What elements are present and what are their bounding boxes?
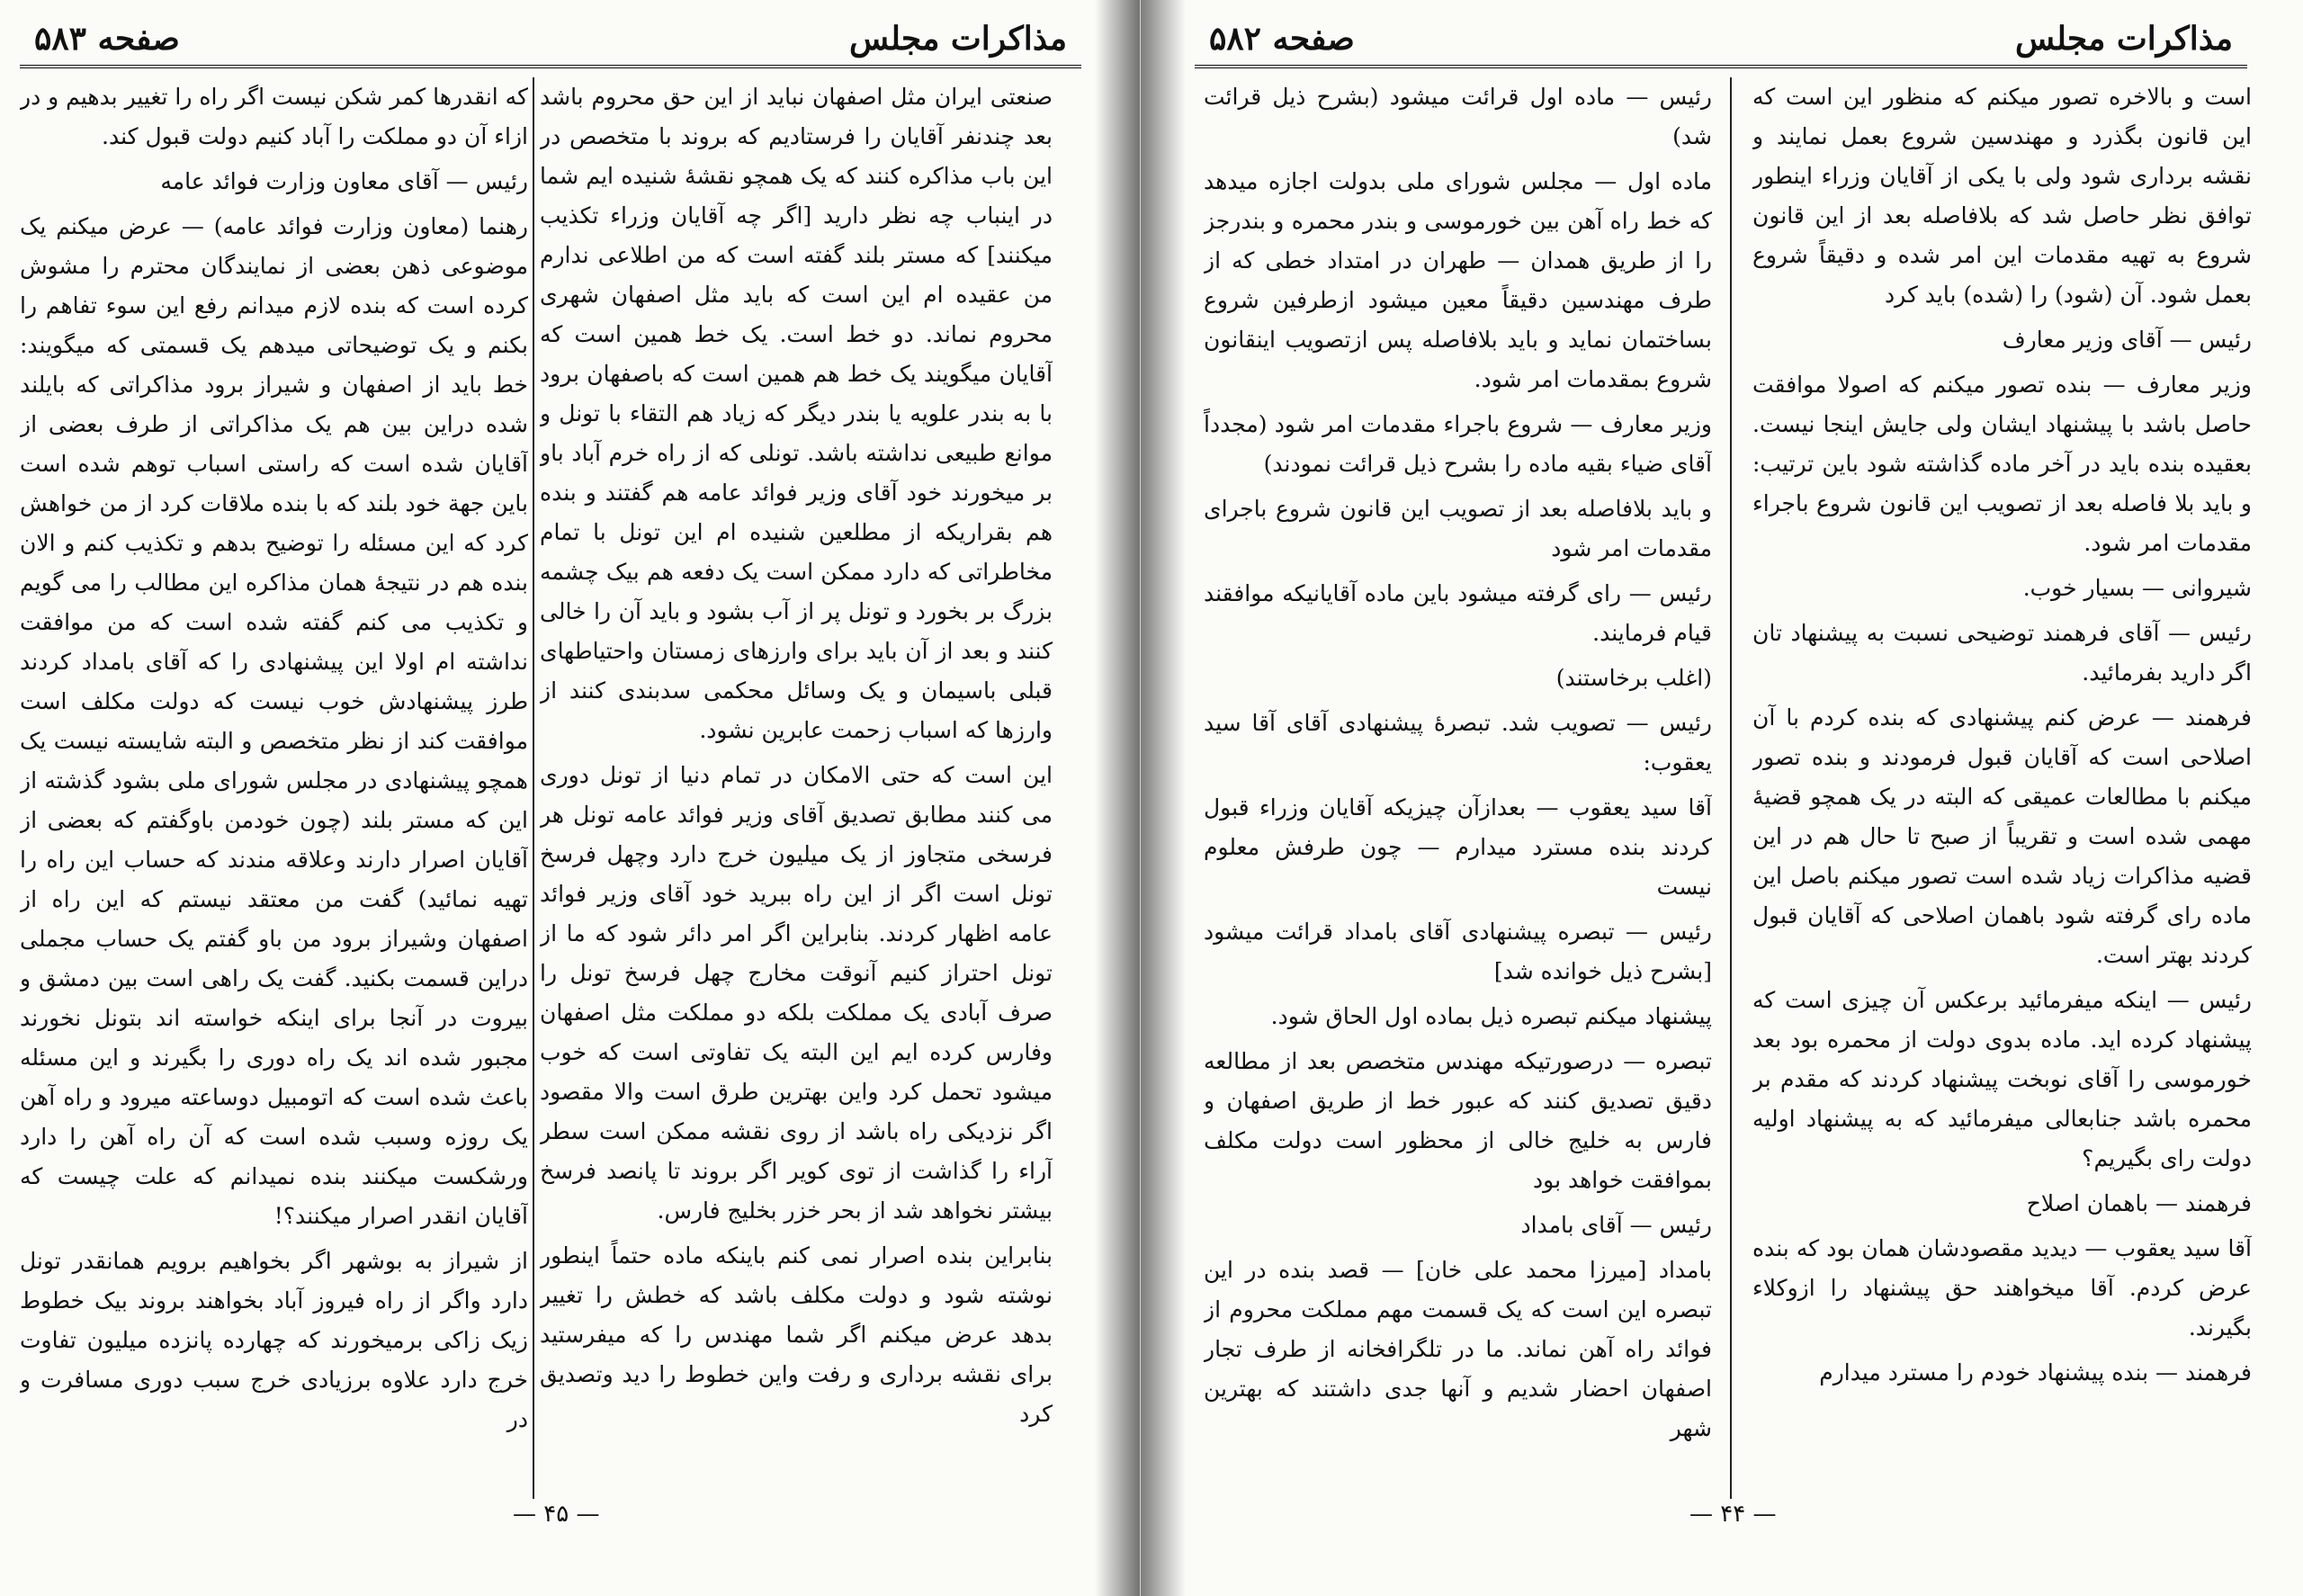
text-column-1 — [1752, 77, 2252, 1499]
page-footer-number: — ۴۵ — — [513, 1501, 600, 1528]
paragraph: وزیر معارف — شروع باجراء مقدمات امر شود (مجدداً آقای ضیاء بقیه ماده را بشرح ذیل قرائت نمودند) — [1204, 411, 1712, 477]
paragraph: آقا سید یعقوب — دیدید مقصودشان همان بود که بنده عرض کردم. آقا میخواهند حق پیشنهاد را ازوکلاء بگیرند. — [1752, 1235, 2252, 1340]
paragraph: این است که حتی الامکان در تمام دنیا از تونل دوری می کنند مطابق تصدیق آقای وزیر فوائد عامه تونل هر فرسخی متجاوز از یک میلیون خرج دارد وچهل فرسخ تونل است اگر از این راه ببرید خود آقای وزیر فوائد عامه اظهار کردند. بنابراین اگر امر دائر شود که ما از تونل احتراز کنیم آنوقت مخارج چهل فرسخ تونل را صرف آبادی یک مملکت بلکه دو مملکت مثل اصفهان وفارس کرده ایم این البته یک تفاوتی است که خوب میشود تحمل کرد واین بهترین طرق است والا مقصود اگر نزدیکی راه باشد از روی نقشه ممکن است سطر آراء را گذاشت از توی کویر اگر بروند تا پانصد فرسخ بیشتر نخواهد شد از بحر خزر بخلیج فارس. — [540, 762, 1053, 1224]
paragraph: تبصره — درصورتیکه مهندس متخصص بعد از مطالعه دقیق تصدیق کنند که عبور خط از طریق اصفهان و فارس به خلیج خالی از محظور است دولت مکلف بموافقت خواهد بود — [1204, 1048, 1712, 1193]
header-page-number: صفحه ۵۸۳ — [34, 20, 180, 58]
text-column-1 — [540, 77, 1053, 1499]
paragraph: و باید بلافاصله بعد از تصویب این قانون شروع باجرای مقدمات امر شود — [1204, 496, 1712, 561]
text-column-2 — [20, 77, 528, 1499]
paragraph: شیروانی — بسیار خوب. — [2022, 575, 2252, 601]
paragraph: رئیس — آقای بامداد — [1520, 1212, 1712, 1238]
right-page — [1141, 0, 2303, 1596]
paragraph: رئیس — رای گرفته میشود باین ماده آقایانیکه موافقند قیام فرمایند. — [1204, 580, 1712, 646]
column-divider — [1730, 77, 1732, 1499]
paragraph: فرهمند — عرض کنم پیشنهادی که بنده کردم با آن اصلاحی است که آقایان قبول فرمودند و بنده تصور میکنم با مطالعات عمیقی که البته در یک همچو قضیهٔ مهمی شده است و تقریباً از صبح تا حال هم در این قضیه مذاکرات زیاد شده است تصور میکنم باصل این ماده رای گرفته شود باهمان اصلاحی که آقایان قبول کردند بهتر است. — [1752, 704, 2252, 968]
paragraph: وزیر معارف — بنده تصور میکنم که اصولا موافقت حاصل باشد با پیشنهاد ایشان ولی جایش اینجا نیست. بعقیده بنده باید در آخر ماده گذاشته شود باین ترتیب: و باید بلا فاصله بعد از تصویب این قانون شروع باجراء مقدمات امر شود. — [1752, 372, 2252, 556]
paragraph: است و بالاخره تصور میکنم که منظور این است که این قانون بگذرد و مهندسین شروع بعمل نمایند و نقشه برداری شود ولی با یکی از آقایان وزراء اینطور توافق نظر حاصل شد که بلافاصله بعد از این قانون شروع به تهیه مقدمات این امر شده و دقیقاً شروع بعمل شود. آن (شود) را (شده) باید کرد — [1752, 84, 2252, 308]
paragraph: رئیس — تبصره پیشنهادی آقای بامداد قرائت میشود [بشرح ذیل خوانده شد] — [1204, 919, 1712, 984]
paragraph: (اغلب برخاستند) — [1555, 665, 1712, 691]
paragraph: پیشنهاد میکنم تبصره ذیل بماده اول الحاق شود. — [1270, 1003, 1712, 1029]
paragraph: بنابراین بنده اصرار نمی کنم باینکه ماده حتماً اینطور نوشته شود و دولت مکلف باشد که خطش را تغییر بدهد عرض میکنم اگر شما مهندس را که میفرستید برای نقشه برداری و رفت واین خطوط را دید وتصدیق کرد — [540, 1242, 1053, 1427]
paragraph: رئیس — اینکه میفرمائید برعکس آن چیزی است که پیشنهاد کرده اید. ماده بدوی دولت از محمره بود بعد خورموسی را آقای نوبخت پیشنهاد کردند که مقدم بر محمره باشد جنابعالی میفرمائید که به پیشنهاد اولیه دولت رای بگیریم؟ — [1752, 987, 2252, 1171]
gutter-shadow — [1141, 0, 1186, 1596]
page-footer-number: — ۴۴ — — [1689, 1501, 1777, 1528]
header-title: مذاکرات مجلس — [849, 20, 1067, 58]
paragraph: رهنما (معاون وزارت فوائد عامه) — عرض میکنم یک موضوعی ذهن بعضی از نمایندگان محترم را مشوش کرده است که بنده لازم میدانم رفع این سوء تفاهم را بکنم و یک توضیحاتی میدهم یک قسمتی که میگویند: خط باید از اصفهان و شیراز برود مذاکراتی که بایلند شده دراین بین هم یک مذاکراتی از طرف بعضی از آقایان شده است که راستی اسباب توهم شده است باین جهة خود بلند که با بنده ملاقات کرد از من خواهش کرد که این مسئله را توضیح بدهم و تکذیب کنم و الان بنده هم در نتیجهٔ همان مذاکره این مطالب را می گویم و تکذیب می کنم گفته شده است که من موافقت نداشته ام اولا این پیشنهادی را که آقای بامداد کردند طرز پیشنهادش خوب نیست که دولت مکلف است موافقت کند از نظر متخصص و البته شایسته نیست یک همچو پیشنهادی در مجلس شورای ملی بشود گذشته از این که مستر بلند (چون خودمن باوگفتم که بعضی از آقایان اصرار دارند وعلاقه مندند که حساب این راه را تهیه نمائید) گفت من معتقد نیستم که این راه از اصفهان وشیراز برود من باو گفتم یک حساب مجملی دراین قسمت بکنید. گفت یک راهی است بین دمشق و بیروت در آنجا برای اینکه خواسته اند بتونل نخورند مجبور شده اند یک راه دوری را بگیرند و این مسئله باعث شده است که اتومبیل دوساعته میرود و راه آهن یک روزه وسبب شده است که آن راه آهن را دارد ورشکست میکنند بنده نمیدانم که علت چیست که آقایان انقدر اصرار میکنند؟! — [20, 213, 528, 1229]
paragraph: بامداد [میرزا محمد علی خان] — قصد بنده در این تبصره این است که یک قسمت مهم مملکت محروم از فوائد راه آهن نماند. ما در تلگرافخانه از طرف تجار اصفهان احضار شدیم و آنها جدی داشتند که بهترین شهر — [1204, 1257, 1712, 1441]
paragraph: رئیس — آقای معاون وزارت فوائد عامه — [160, 168, 528, 194]
paragraph: آقا سید یعقوب — بعدازآن چیزیکه آقایان وزراء قبول کردند بنده مسترد میدارم — چون طرفش معلوم نیست — [1204, 794, 1712, 900]
paragraph: رئیس — آقای فرهمند توضیحی نسبت به پیشنهاد تان اگر دارید بفرمائید. — [1752, 620, 2252, 686]
paragraph: فرهمند — بنده پیشنهاد خودم را مسترد میدارم — [1819, 1359, 2252, 1385]
page-header — [1195, 20, 2247, 68]
left-page — [0, 0, 1141, 1596]
header-title: مذاکرات مجلس — [2015, 20, 2233, 58]
header-page-number: صفحه ۵۸۲ — [1209, 20, 1355, 58]
paragraph: رئیس — آقای وزیر معارف — [2002, 327, 2252, 353]
paragraph: از شیراز به بوشهر اگر بخواهیم برویم همانقدر تونل دارد واگر از راه فیروز آباد بخواهند بروند بیک خطوط زیک زاکی برمیخورند که چهارده پانزده میلیون تفاوت خرج دارد علاوه برزیادی خرج سبب دوری مسافرت و در — [20, 1248, 528, 1432]
paragraph: رئیس — ماده اول قرائت میشود (بشرح ذیل قرائت شد) — [1204, 84, 1712, 149]
paragraph: صنعتی ایران مثل اصفهان نباید از این حق محروم باشد بعد چندنفر آقایان را فرستادیم که بروند با متخصص در این باب مذاکره کنند که یک همچو نقشهٔ شنیده ایم شما در اینباب چه نظر دارید [اگر چه آقایان وزراء تکذیب میکنند] که مستر بلند گفته است که من اطلاعی ندارم من عقیده ام این است که باید مثل اصفهان شهری محروم نماند. دو خط است. یک خط همین است که آقایان میگویند یک خط هم همین است که باصفهان برود با به بندر علویه یا بندر دیگر که زیاد هم التقاء با تونل و موانع طبیعی نداشته باشد. تونلی که از راه خرم آباد باو بر میخورند خود آقای وزیر فوائد عامه هم گفتند و بنده هم بقراریکه از مطلعین شنیده ام این تونل با تمام مخاطراتی که دارد ممکن است یک دفعه هم بیک چشمه بزرگ بر بخورد و تونل پر از آب بشود و باید آن را خالی کنند و بعد از آن باید برای وارزهای زمستان واحتیاطهای قبلی باسیمان و یک وسائل محکمی سدبندی کنند از وارزها که اسباب زحمت عابرین نشود. — [540, 84, 1053, 743]
gutter-shadow — [1095, 0, 1140, 1596]
column-divider — [533, 77, 534, 1499]
paragraph: فرهمند — باهمان اصلاح — [2026, 1190, 2252, 1216]
page-header — [20, 20, 1081, 68]
paragraph: ماده اول — مجلس شورای ملی بدولت اجازه میدهد که خط راه آهن بین خورموسی و بندر محمره و بندرجز را از طریق همدان — طهران در امتداد خطی که از طرف مهندسین دقیقاً معین میشود ازطرفین شروع بساختمان نماید و باید بلافاصله پس ازتصویب اینقانون شروع بمقدمات امر شود. — [1204, 168, 1712, 392]
paragraph: که انقدرها کمر شکن نیست اگر راه را تغییر بدهیم و در ازاء آن دو مملکت را آباد کنیم دولت قبول کند. — [20, 84, 528, 149]
text-column-2 — [1204, 77, 1712, 1499]
paragraph: رئیس — تصویب شد. تبصرهٔ پیشنهادی آقای آقا سید یعقوب: — [1204, 710, 1712, 776]
